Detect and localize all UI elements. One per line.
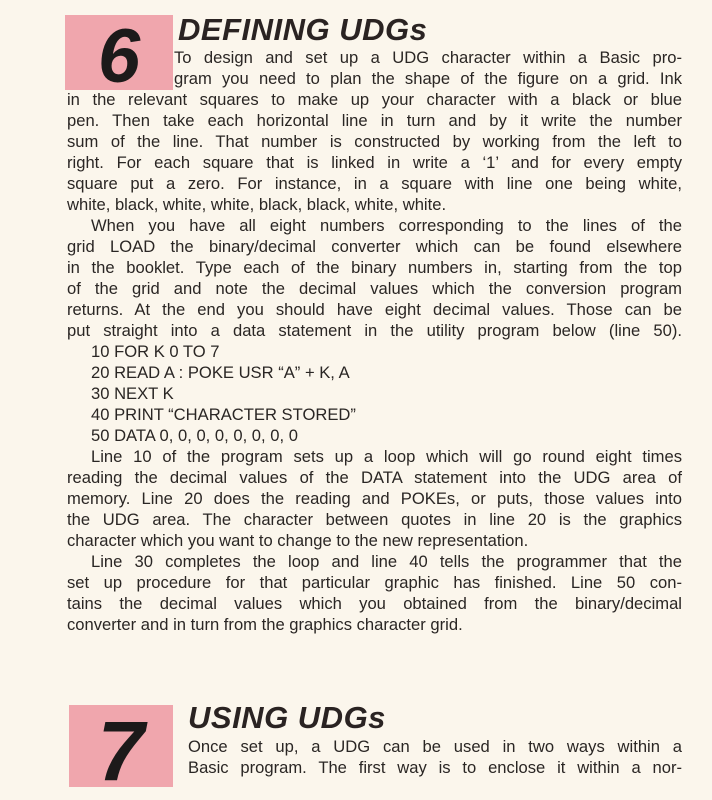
text-line: gram you need to plan the shape of the figure on a grid. Ink	[174, 69, 682, 88]
code-line: 20 READ A : POKE USR “A” + K, A	[91, 363, 350, 382]
section-number: 6	[97, 15, 141, 90]
text-line: put straight into a data statement in the utility program below (line 50).	[67, 321, 682, 340]
text-line: tains the decimal values which you obtained from the binary/decimal	[67, 594, 682, 613]
text-line: To design and set up a UDG character within a Basic pro-	[174, 48, 682, 67]
code-line: 50 DATA 0, 0, 0, 0, 0, 0, 0, 0	[91, 426, 298, 445]
section-number-badge	[69, 705, 173, 787]
text-line: Line 10 of the program sets up a loop which will go round eight times	[91, 447, 682, 466]
text-line: white, black, white, white, black, black, white, white.	[67, 195, 447, 214]
text-line: square put a zero. For instance, in a square with line one being white,	[67, 174, 682, 193]
text-line: in the relevant squares to make up your character with a black or blue	[67, 90, 682, 109]
text-line: Once set up, a UDG can be used in two ways within a	[188, 737, 682, 756]
text-line: memory. Line 20 does the reading and POKEs, or puts, those values into	[67, 489, 682, 508]
text-line: Line 30 completes the loop and line 40 tells the programmer that the	[91, 552, 682, 571]
code-line: 30 NEXT K	[91, 384, 174, 403]
text-line: When you have all eight numbers corresponding to the lines of the	[91, 216, 682, 235]
text-line: grid LOAD the binary/decimal converter which can be found elsewhere	[67, 237, 682, 256]
text-line: character which you want to change to the new representation.	[67, 531, 529, 550]
text-line: pen. Then take each horizontal line in turn and by it write the number	[67, 111, 682, 130]
text-line: reading the decimal values of the DATA statement into the UDG area of	[67, 468, 682, 487]
text-line: sum of the line. That number is constructed by working from the left to	[67, 132, 682, 151]
code-line: 40 PRINT “CHARACTER STORED”	[91, 405, 356, 424]
section-heading: DEFINING UDGs	[178, 12, 428, 47]
code-line: 10 FOR K 0 TO 7	[91, 342, 220, 361]
section-heading: USING UDGs	[188, 700, 386, 735]
text-line: in the booklet. Type each of the binary numbers in, starting from the top	[67, 258, 682, 277]
text-line: returns. At the end you should have eight decimal values. Those can be	[67, 300, 682, 319]
section-body	[67, 47, 682, 635]
section-number: 7	[97, 705, 145, 787]
text-line: right. For each square that is linked in write a ‘1’ and for every empty	[67, 153, 682, 172]
section-body	[188, 736, 682, 778]
text-line: converter and in turn from the graphics character grid.	[67, 615, 463, 634]
text-line: the UDG area. The character between quotes in line 20 is the graphics	[67, 510, 682, 529]
text-line: Basic program. The first way is to enclose it within a nor-	[188, 758, 682, 777]
text-line: of the grid and note the decimal values which the conversion program	[67, 279, 682, 298]
text-line: set up procedure for that particular graphic has finished. Line 50 con-	[67, 573, 682, 592]
